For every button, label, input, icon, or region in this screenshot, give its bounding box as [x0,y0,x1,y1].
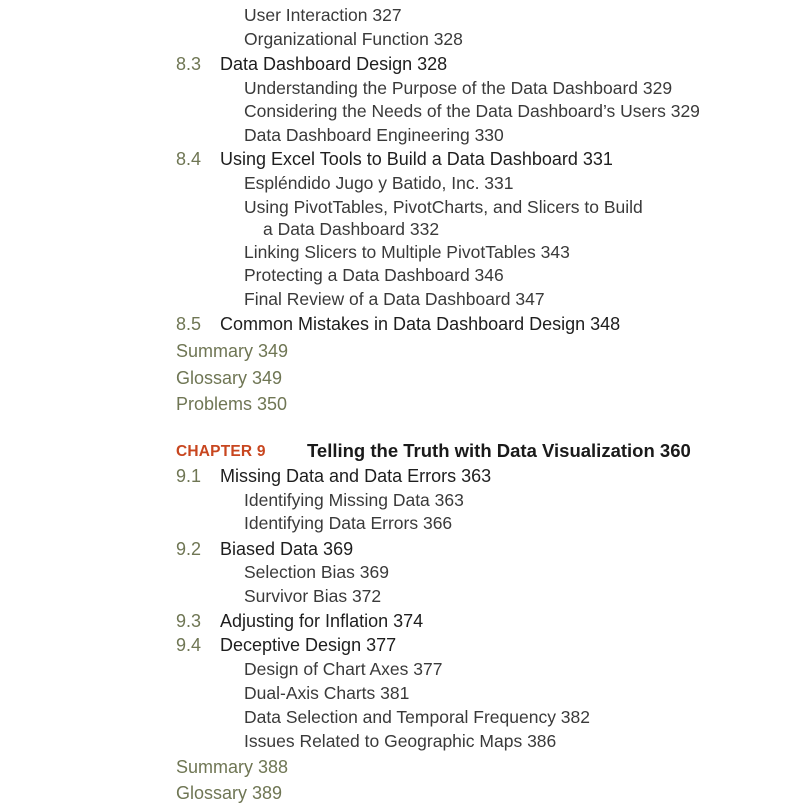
section-title: Data Dashboard Design 328 [220,54,448,74]
toc-subsection: Selection Bias 369 [244,562,389,582]
toc-subsection: Issues Related to Geographic Maps 386 [244,731,557,751]
section-title: Adjusting for Inflation 374 [220,611,424,631]
toc-summary: Summary 349 [176,341,289,361]
toc-subsection: Design of Chart Axes 377 [244,659,443,679]
toc-subsection: Espléndido Jugo y Batido, Inc. 331 [244,173,514,193]
section-title: Biased Data 369 [220,539,354,559]
toc-subsection: Survivor Bias 372 [244,586,382,606]
chapter-label: CHAPTER 9 [176,443,266,460]
toc-subsection: Considering the Needs of the Data Dashboard’s Users 329 [244,101,700,121]
toc-subsection: Protecting a Data Dashboard 346 [244,265,504,285]
toc-subsection: Understanding the Purpose of the Data Dashboard 329 [244,78,673,98]
section-number: 9.2 [176,539,202,559]
section-number: 9.4 [176,635,202,655]
toc-subsection: Organizational Function 328 [244,29,463,49]
section-number: 8.4 [176,149,202,169]
section-number: 9.3 [176,611,202,631]
section-title: Missing Data and Data Errors 363 [220,466,492,486]
toc-glossary: Glossary 349 [176,368,283,388]
toc-subsection: Final Review of a Data Dashboard 347 [244,289,545,309]
section-title: Deceptive Design 377 [220,635,397,655]
toc-subsection: Identifying Data Errors 366 [244,513,453,533]
chapter-title: Telling the Truth with Data Visualization 360 [307,440,691,461]
toc-subsection: Dual-Axis Charts 381 [244,683,410,703]
section-number: 9.1 [176,466,202,486]
toc-subsection: User Interaction 327 [244,5,402,25]
toc-subsection: Identifying Missing Data 363 [244,490,464,510]
toc-summary: Summary 388 [176,757,289,777]
section-number: 8.5 [176,314,202,334]
toc-subsection: Linking Slicers to Multiple PivotTables 343 [244,242,570,262]
section-number: 8.3 [176,54,202,74]
toc-subsection-continued: a Data Dashboard 332 [263,219,440,239]
toc-subsection: Data Selection and Temporal Frequency 382 [244,707,591,727]
toc-subsection: Data Dashboard Engineering 330 [244,125,504,145]
toc-glossary: Glossary 389 [176,783,283,803]
section-title: Using Excel Tools to Build a Data Dashboard 331 [220,149,613,169]
toc-problems: Problems 350 [176,394,288,414]
section-title: Common Mistakes in Data Dashboard Design 348 [220,314,621,334]
toc-subsection: Using PivotTables, PivotCharts, and Slicers to Build [244,197,643,217]
